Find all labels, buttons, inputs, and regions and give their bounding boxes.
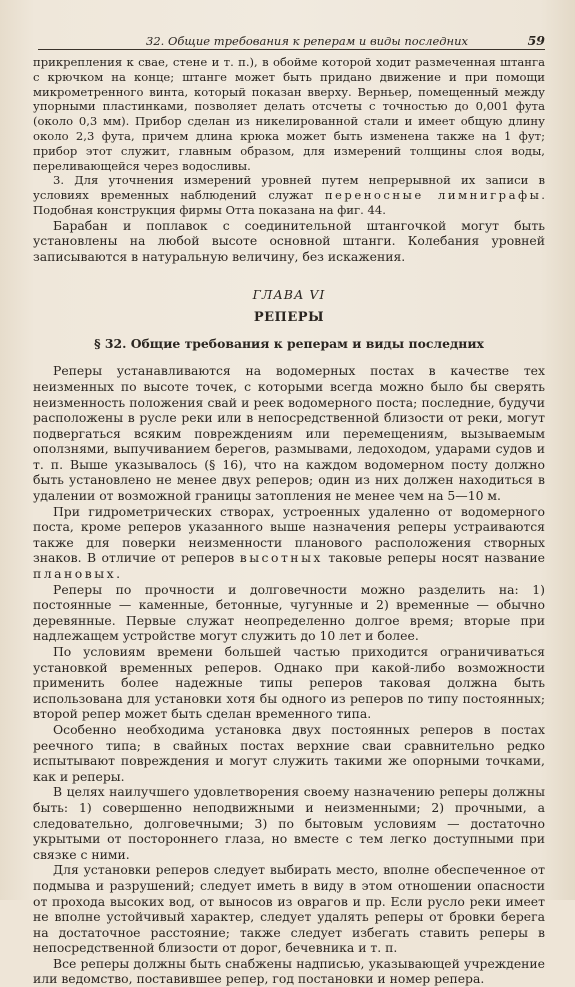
paragraph-drum: Барабан и поплавок с соединительной штангочкой могут быть установлены на любой высоте основной штанги. Колебания уровней записываются в натуральную величину, без искажения.: [33, 217, 545, 264]
paragraph-body-1: Реперы устанавливаются на водомерных постах в качестве тех неизменных по высоте точек, с которыми всегда можно было бы сверять неизменность положения свай и реек водомерного поста; последние, будучи расположены в русле реки или в непосредственной близости от реки, могут подвергаться всяким повреждениям или перемещениям, вызываемым оползнями, выпучиванием берегов, размывами, ледоходом, ударами судов и т. п. Выше указывалось (§ 16), что на каждом водомерном посту должно быть установлено не менее двух реперов; один из них должен находиться в удалении от возможной границы затопления не менее чем на 5—10 м.: [33, 363, 545, 504]
continued-section: [33, 55, 545, 218]
paragraph-body-8: Все реперы должны быть снабжены надписью, указывающей учреждение или ведомство, поставившее репер, год постановки и номер репера.: [33, 955, 545, 987]
paragraph-body-5: Особенно необходима установка двух постоянных реперов в постах реечного типа; в свайных постах верхние сваи сравнительно редко испытывают повреждения и могут служить такими же опорными точками, как и реперы.: [33, 721, 545, 784]
section-title: § 32. Общие требования к реперам и виды последних: [94, 335, 484, 351]
page-body: [33, 55, 545, 987]
emphasized-term: высотных: [239, 550, 323, 566]
chapter-title: РЕПЕРЫ: [253, 310, 325, 326]
emphasized-term: плановых: [33, 566, 117, 582]
paragraph-body-6: В целях наилучшего удовлетворения своему назначению реперы должны быть: 1) совершенно неподвижными и неизменными; 2) прочными, а следовательно, долговечными; 3) по бытовым условиям — достаточно укрытыми от постороннего глаза, но вместе с тем легко доступными при связке с ними.: [33, 784, 545, 862]
paragraph-item-3: 3. Для уточнения измерений уровней путем непрерывной их записи в условиях временных наблюдений служат переносные лимниграфы. Подобная конструкция фирмы Отта показана на фиг. 44.: [33, 173, 545, 217]
paragraph-body-3: Реперы по прочности и долговечности можно разделить на: 1) постоянные — каменные, бетонные, чугунные и 2) временные — обычно деревянные. Первые служат неопределенно долгое время; вторые при надлежащем устройстве могут служить до 10 лет и более.: [33, 581, 545, 644]
header-rule: [38, 49, 545, 50]
paragraph-body-7: Для установки реперов следует выбирать место, вполне обеспеченное от подмыва и разрушений; следует иметь в виду в этом отношении опасности от прохода высоких вод, от выносов из оврагов и пр. Если русло реки имеет не вполне устойчивый характер, следует удалять реперы от бровки берега на достаточное расстояние; также следует избегать ставить реперы в непосредственной близости от дорог, бечевника и т. п.: [33, 862, 545, 956]
emphasized-term: переносные лимниграфы: [324, 188, 542, 203]
page-number: 59: [527, 33, 545, 48]
running-head: [38, 28, 545, 48]
paragraph-body-4: По условиям времени большей частью приходится ограничиваться установкой временных реперов. Однако при какой-либо возможности применить более надежные типы реперов таковая должна быть использована для установки хотя бы одного из реперов по типу постоянных; второй репер может быть сделан временного типа.: [33, 644, 545, 722]
paragraph-continued: прикрепления к свае, стене и т. п.), в обойме которой ходит размеченная штанга с крючком на конце; штанге может быть придано движение и при помощи микрометренного винта, который показан вверху. Верньер, помещенный между упорными пластинками, позволяет делать отсчеты с точностью до 0,001 фута (около 0,3 мм). Прибор сделан из никелированной стали и имеет общую длину около 2,3 фута, причем длина крюка может быть изменена также на 1 фут; прибор этот служит, главным образом, для измерений толщины слоя воды, переливающейся через водосливы.: [33, 55, 545, 173]
running-head-title: 32. Общие требования к реперам и виды последних: [146, 34, 469, 48]
paragraph-body-2: При гидрометрических створах, устроенных удаленно от водомерного поста, кроме реперов указанного выше назначения реперы устраиваются также для поверки неизменности планового расположения створных знаков. В отличие от реперов высотных таковые реперы носят название плановых.: [33, 503, 545, 582]
chapter-label: ГЛАВА VI: [252, 286, 326, 302]
